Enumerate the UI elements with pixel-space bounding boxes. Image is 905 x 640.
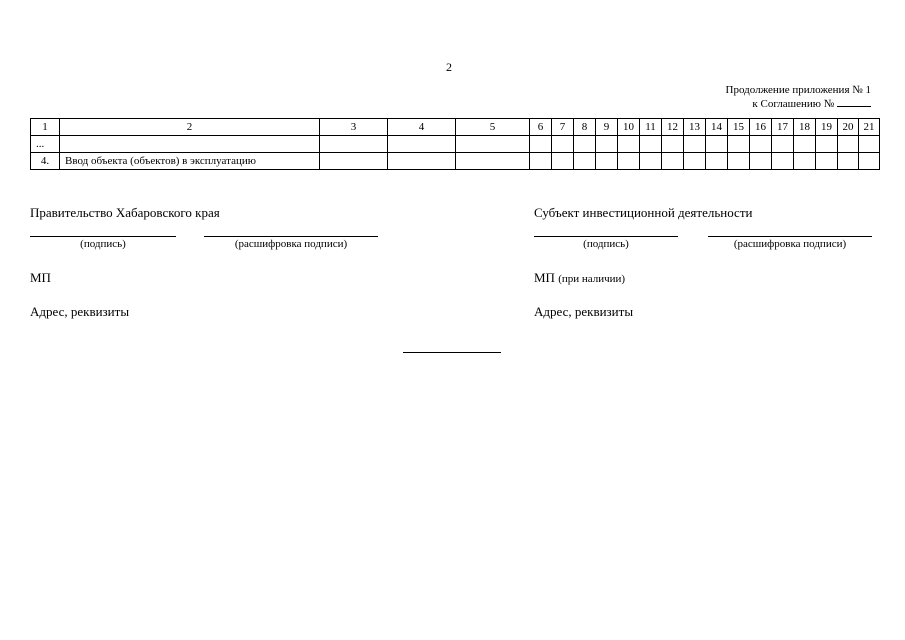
right-signature-line xyxy=(534,236,678,237)
table-header-row xyxy=(31,119,880,136)
table-cell: 4. xyxy=(31,153,60,170)
closing-line xyxy=(403,352,501,353)
right-signature-caption: (подпись) xyxy=(583,238,629,250)
table-cell xyxy=(838,136,859,153)
table-cell: 1 xyxy=(31,119,60,136)
table-cell: 19 xyxy=(816,119,838,136)
right-decoding-line xyxy=(708,236,872,237)
table-cell xyxy=(574,153,596,170)
table-cell xyxy=(728,153,750,170)
table-cell xyxy=(388,153,456,170)
left-party-title: Правительство Хабаровского края xyxy=(30,205,220,220)
agreement-label: к Соглашению № xyxy=(752,98,835,110)
table-cell xyxy=(859,153,880,170)
table-cell xyxy=(684,153,706,170)
right-stamp-line xyxy=(534,270,625,286)
table-cell xyxy=(816,153,838,170)
right-address: Адрес, реквизиты xyxy=(534,304,634,319)
left-decoding-caption: (расшифровка подписи) xyxy=(234,238,348,250)
table-cell xyxy=(552,136,574,153)
right-stamp-note: (при наличии) xyxy=(558,273,626,285)
table-cell: 14 xyxy=(706,119,728,136)
table-cell: 15 xyxy=(728,119,750,136)
table-cell: 9 xyxy=(596,119,618,136)
table-cell: 7 xyxy=(552,119,574,136)
table-cell: 16 xyxy=(750,119,772,136)
form-table xyxy=(30,118,880,170)
table-cell xyxy=(706,136,728,153)
appendix-heading xyxy=(726,84,871,111)
table-cell: 20 xyxy=(838,119,859,136)
table-cell: Ввод объекта (объектов) в эксплуатацию xyxy=(60,153,320,170)
table-cell xyxy=(838,153,859,170)
table-cell xyxy=(662,153,684,170)
table-cell: 6 xyxy=(530,119,552,136)
table-cell xyxy=(618,153,640,170)
table-cell: 21 xyxy=(859,119,880,136)
table-cell: 2 xyxy=(60,119,320,136)
left-decoding-line xyxy=(204,236,378,237)
table-cell: 5 xyxy=(456,119,530,136)
left-address: Адрес, реквизиты xyxy=(30,304,130,319)
table-cell xyxy=(706,153,728,170)
table-cell xyxy=(530,153,552,170)
table-cell xyxy=(456,153,530,170)
table-cell xyxy=(60,136,320,153)
table-cell xyxy=(772,153,794,170)
table-cell xyxy=(320,153,388,170)
table-cell xyxy=(456,136,530,153)
appendix-line-2 xyxy=(726,97,871,111)
table-cell xyxy=(859,136,880,153)
table-cell xyxy=(552,153,574,170)
table-cell: 4 xyxy=(388,119,456,136)
right-party-title: Субъект инвестиционной деятельности xyxy=(534,205,753,220)
table-cell xyxy=(772,136,794,153)
left-signature-line xyxy=(30,236,176,237)
table-cell: 10 xyxy=(618,119,640,136)
table-cell: 11 xyxy=(640,119,662,136)
table-cell xyxy=(794,136,816,153)
page-number: 2 xyxy=(446,60,452,74)
table-cell xyxy=(320,136,388,153)
table-cell xyxy=(728,136,750,153)
table-cell xyxy=(530,136,552,153)
table-cell xyxy=(574,136,596,153)
table-cell xyxy=(794,153,816,170)
table-cell xyxy=(596,136,618,153)
table-cell xyxy=(750,136,772,153)
table-cell xyxy=(816,136,838,153)
table-cell xyxy=(618,136,640,153)
table-cell: ... xyxy=(31,136,60,153)
table-row-commissioning xyxy=(31,153,880,170)
table-cell: 12 xyxy=(662,119,684,136)
table-cell: 3 xyxy=(320,119,388,136)
table-cell xyxy=(640,153,662,170)
table-cell: 8 xyxy=(574,119,596,136)
table-cell: 17 xyxy=(772,119,794,136)
table-cell xyxy=(750,153,772,170)
appendix-line-1: Продолжение приложения № 1 xyxy=(725,84,871,96)
table-cell xyxy=(640,136,662,153)
right-stamp: МП xyxy=(534,270,555,285)
agreement-number-blank xyxy=(837,97,871,107)
table-row-ellipsis xyxy=(31,136,880,153)
table-cell: 18 xyxy=(794,119,816,136)
table-cell xyxy=(388,136,456,153)
table-cell: 13 xyxy=(684,119,706,136)
right-decoding-caption: (расшифровка подписи) xyxy=(733,238,847,250)
left-stamp: МП xyxy=(30,270,51,285)
left-signature-caption: (подпись) xyxy=(80,238,126,250)
table-cell xyxy=(662,136,684,153)
table-cell xyxy=(596,153,618,170)
table-cell xyxy=(684,136,706,153)
